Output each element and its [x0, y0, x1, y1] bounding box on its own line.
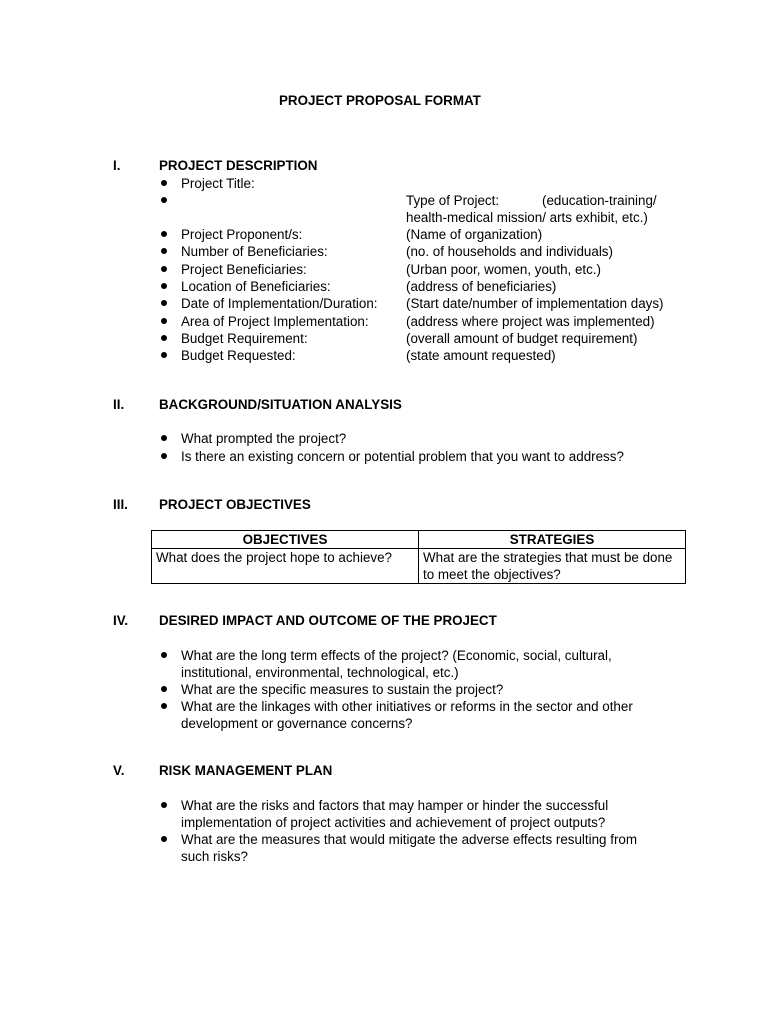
column-header-objectives: OBJECTIVES — [152, 531, 419, 549]
bullet-icon — [161, 453, 167, 459]
section-numeral-5: V. — [113, 763, 125, 778]
bullet-icon — [161, 266, 167, 272]
list-item: What are the specific measures to sustain the project? — [181, 682, 504, 697]
table-header-row — [152, 531, 686, 549]
section-heading-background: BACKGROUND/SITUATION ANALYSIS — [159, 397, 402, 412]
field-label: Project Proponent/s: — [181, 227, 303, 242]
section-heading-impact: DESIRED IMPACT AND OUTCOME OF THE PROJECT — [159, 613, 497, 628]
list-item-line: What are the linkages with other initiatives or reforms in the sector and other — [181, 699, 633, 714]
section-numeral-2: II. — [113, 397, 125, 412]
list-item: Is there an existing concern or potential problem that you want to address? — [181, 449, 624, 464]
list-item: What are the measures that would mitigate the adverse effects resulting from such risks? — [181, 832, 638, 864]
section-heading-risk: RISK MANAGEMENT PLAN — [159, 763, 333, 778]
field-value: (state amount requested) — [406, 348, 556, 363]
field-label: Location of Beneficiaries: — [181, 279, 331, 294]
field-value: (Name of organization) — [406, 227, 543, 242]
field-label-project-title: Project Title: — [181, 176, 255, 191]
bullet-icon — [161, 300, 167, 306]
field-label: Budget Requested: — [181, 348, 296, 363]
field-label-type-of-project: Type of Project: — [406, 193, 500, 208]
section-numeral-1: I. — [113, 158, 121, 173]
bullet-icon — [161, 435, 167, 441]
bullet-icon — [161, 802, 167, 808]
field-value: (Urban poor, women, youth, etc.) — [406, 262, 602, 277]
bullet-icon — [161, 197, 167, 203]
field-label: Date of Implementation/Duration: — [181, 296, 378, 311]
list-item: What prompted the project? — [181, 431, 347, 446]
field-label: Budget Requirement: — [181, 331, 308, 346]
bullet-icon — [161, 318, 167, 324]
table-cell-strategies: What are the strategies that must be done to meet the objectives? — [419, 549, 686, 584]
bullet-icon — [161, 180, 167, 186]
table-cell-objectives: What does the project hope to achieve? — [152, 549, 419, 584]
bullet-icon — [161, 335, 167, 341]
section-numeral-4: IV. — [113, 613, 129, 628]
column-header-strategies: STRATEGIES — [419, 531, 686, 549]
field-value: (no. of households and individuals) — [406, 244, 613, 259]
field-label: Project Beneficiaries: — [181, 262, 307, 277]
bullet-icon — [161, 703, 167, 709]
bullet-icon — [161, 652, 167, 658]
section-heading-objectives: PROJECT OBJECTIVES — [159, 497, 311, 512]
field-label: Number of Beneficiaries: — [181, 244, 328, 259]
field-value-type-of-project-continued: health-medical mission/ arts exhibit, etc.) — [406, 210, 648, 225]
bullet-icon — [161, 231, 167, 237]
list-item-line: institutional, environmental, technological, etc.) — [181, 665, 459, 680]
objectives-table — [151, 530, 686, 584]
field-value: (address where project was implemented) — [406, 314, 655, 329]
bullet-icon — [161, 352, 167, 358]
list-item-line: development or governance concerns? — [181, 716, 413, 731]
table-row — [152, 549, 686, 584]
bullet-icon — [161, 248, 167, 254]
section-heading-project-description: PROJECT DESCRIPTION — [159, 158, 318, 173]
list-item-line: What are the long term effects of the project? (Economic, social, cultural, — [181, 648, 612, 663]
bullet-icon — [161, 836, 167, 842]
field-value-type-of-project: (education-training/ — [542, 193, 657, 208]
field-value: (address of beneficiaries) — [406, 279, 557, 294]
field-label: Area of Project Implementation: — [181, 314, 369, 329]
section-numeral-3: III. — [113, 497, 128, 512]
list-item: What are the risks and factors that may hamper or hinder the successful implementation of project activities and achievement of project outputs? — [181, 798, 609, 830]
field-value: (overall amount of budget requirement) — [406, 331, 638, 346]
page-title: PROJECT PROPOSAL FORMAT — [279, 93, 481, 108]
bullet-icon — [161, 283, 167, 289]
field-value: (Start date/number of implementation days) — [406, 296, 664, 311]
bullet-icon — [161, 686, 167, 692]
